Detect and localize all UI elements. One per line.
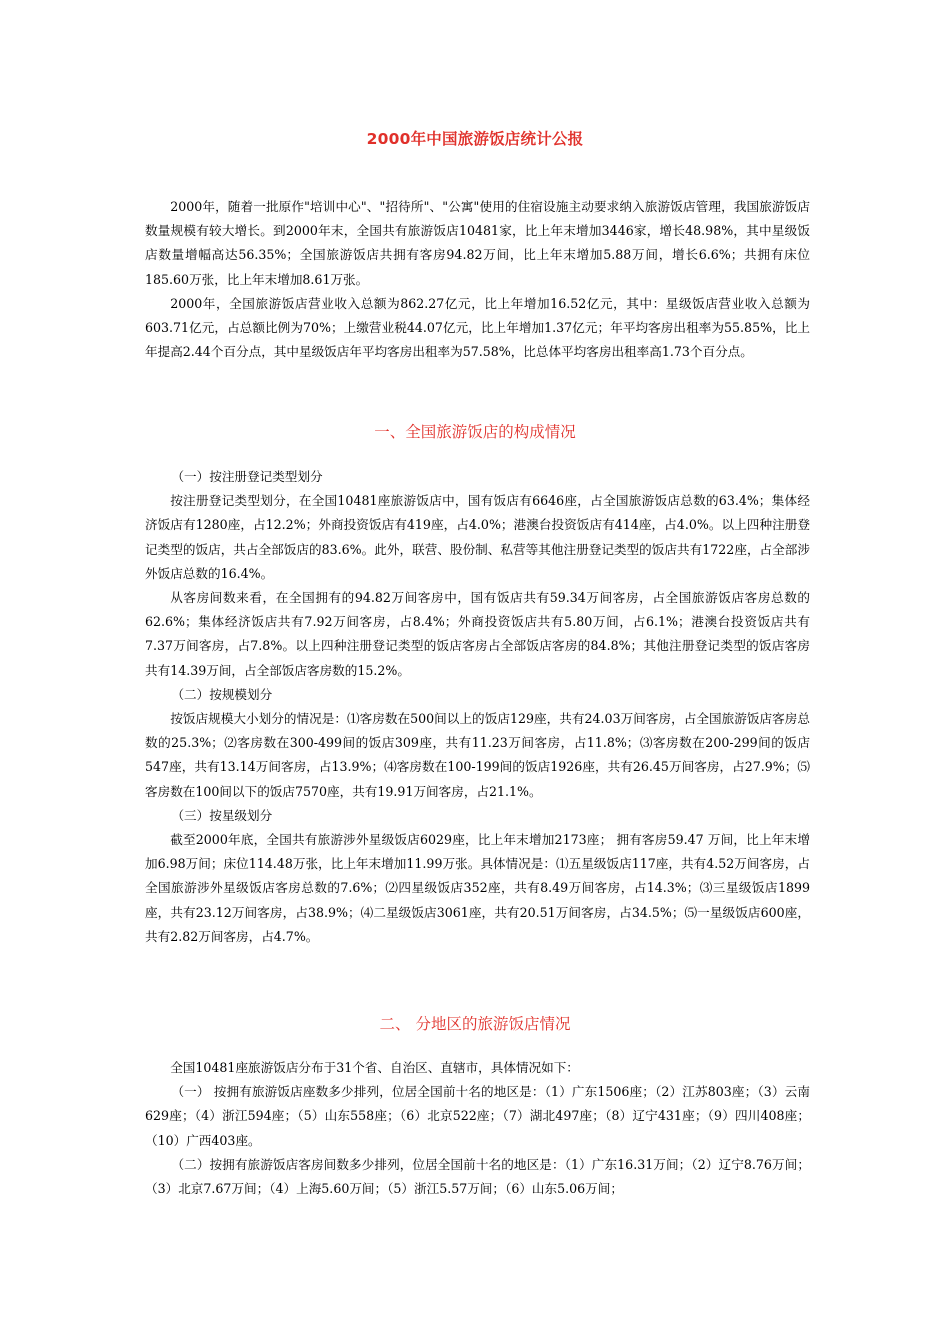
intro-paragraph: 2000年，全国旅游饭店营业收入总额为862.27亿元，比上年增加16.52亿元，其中：星级饭店营业收入总额为603.71亿元，占总额比例为70%；上缴营业税44.07亿元，比上年增加1.37亿元；年平均客房出租率为55.85%，比上年提高2.44个百分点，其中星级饭店年平均客房出租率为57.58%，比总体平均客房出租率高1.73个百分点。 <box>145 295 810 360</box>
document-title: 2000年中国旅游饭店统计公报 <box>366 130 584 148</box>
subsection-heading: （三）按星级划分 <box>171 807 273 823</box>
body-paragraph: 按饭店规模大小划分的情况是：⑴客房数在500间以上的饭店129座，共有24.03万间客房，占全国旅游饭店客房总数的25.3%；⑵客房数在300-499间的饭店309座，共有11.23万间客房，占11.8%；⑶客房数在200-299间的饭店547座，共有13.14万间客房，占13.9%；⑷客房数在100-199间的饭店1926座，共有26.45万间客房，占27.9%；⑸客房数在100间以下的饭店7570座，共有19.91万间客房，占21.1%。 <box>145 711 810 799</box>
body-paragraph: （一） 按拥有旅游饭店座数多少排列，位居全国前十名的地区是：（1）广东1506座；（2）江苏803座；（3）云南629座；（4）浙江594座；（5）山东558座；（6）北京522座；（7）湖北497座；（8）辽宁431座；（9）四川408座；（10）广西403座。 <box>145 1084 810 1148</box>
intro-block <box>145 195 810 364</box>
body-paragraph: 截至2000年底，全国共有旅游涉外星级饭店6029座，比上年末增加2173座； 拥有客房59.47 万间，比上年末增加6.98万间；床位114.48万张，比上年末增加11.99万张。具体情况是：⑴五星级饭店117座，共有4.52万间客房，占全国旅游涉外星级饭店客房总数的7.6%；⑵四星级饭店352座，共有8.49万间客房，占14.3%；⑶三星级饭店1899座，共有23.12万间客房，占38.9%；⑷二星级饭店3061座，共有20.51万间客房，占34.5%；⑸一星级饭店600座，共有2.82万间客房，占4.7%。 <box>145 832 810 944</box>
section-body <box>145 1056 810 1201</box>
section-heading: 二、 分地区的旅游饭店情况 <box>379 1015 571 1033</box>
body-paragraph: （二）按拥有旅游饭店客房间数多少排列，位居全国前十名的地区是：（1）广东16.31万间；（2）辽宁8.76万间；（3）北京7.67万间；（4）上海5.60万间；（5）浙江5.57万间；（6）山东5.06万间； <box>145 1156 810 1197</box>
section-body <box>145 465 810 949</box>
body-paragraph: 按注册登记类型划分，在全国10481座旅游饭店中，国有饭店有6646座，占全国旅游饭店总数的63.4%；集体经济饭店有1280座，占12.2%；外商投资饭店有419座，占4.0%；港澳台投资饭店有414座，占4.0%。以上四种注册登记类型的饭店，共占全部饭店的83.6%。此外，联营、股份制、私营等其他注册登记类型的饭店共有1722座，占全部涉外饭店总数的16.4%。 <box>145 493 810 581</box>
intro-paragraph: 2000年，随着一批原作"培训中心"、"招待所"、"公寓"使用的住宿设施主动要求纳入旅游饭店管理，我国旅游饭店数量规模有较大增长。到2000年末，全国共有旅游饭店10481家，比上年末增加3446家，增长48.98%，其中星级饭店数量增幅高达56.35%；全国旅游饭店共拥有客房94.82万间，比上年末增加5.88万间，增长6.6%；共拥有床位185.60万张，比上年末增加8.61万张。 <box>145 199 810 287</box>
subsection-heading: （一）按注册登记类型划分 <box>171 469 323 484</box>
subsection-heading: （二）按规模划分 <box>171 686 273 702</box>
section-heading: 一、全国旅游饭店的构成情况 <box>374 423 576 441</box>
body-paragraph: 从客房间数来看，在全国拥有的94.82万间客房中，国有饭店共有59.34万间客房，占全国旅游饭店客房总数的62.6%；集体经济饭店共有7.92万间客房，占8.4%；外商投资饭店共有5.80万间，占6.1%；港澳台投资饭店共有7.37万间客房，占7.8%。以上四种注册登记类型的饭店客房占全部饭店客房的84.8%；其他注册登记类型的饭店客房共有14.39万间，占全部饭店客房数的15.2%。 <box>145 590 810 678</box>
body-paragraph: 全国10481座旅游饭店分布于31个省、自治区、直辖市，具体情况如下： <box>170 1060 579 1075</box>
